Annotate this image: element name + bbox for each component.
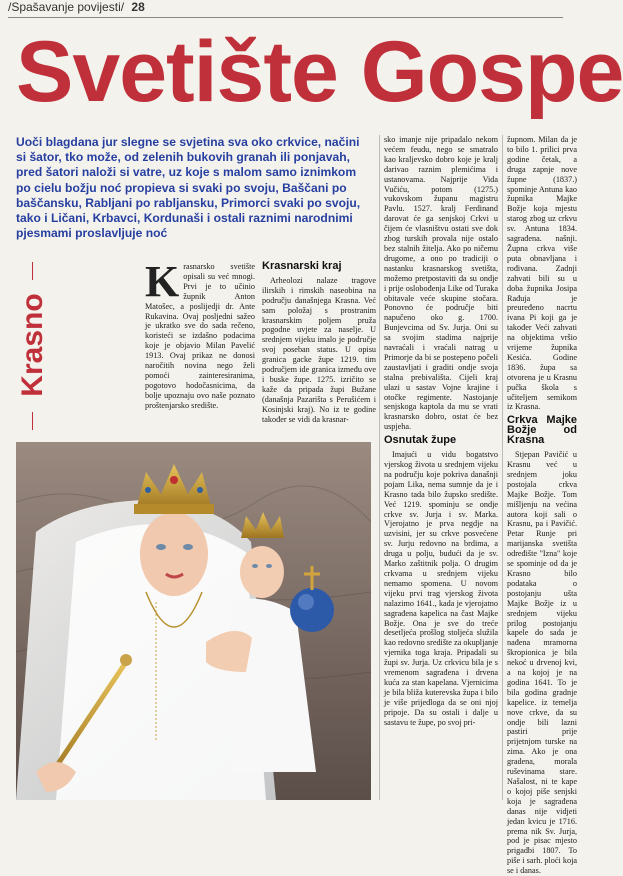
heading-osnutak-zupe: Osnutak župe bbox=[384, 434, 457, 447]
statue-photo bbox=[16, 442, 371, 800]
title-container bbox=[0, 20, 623, 128]
article-column-3 bbox=[384, 135, 498, 727]
madonna-statue-illustration bbox=[16, 442, 371, 800]
column-divider bbox=[502, 135, 503, 800]
vertical-rule-bottom bbox=[32, 412, 33, 430]
lead-paragraph: Uoči blagdana jur slegne se svjetina sva oko crkvice, načini si šator, tko može, od zelenih bukovih granah ili ponjavah, pred šatori naloži si vatre, uz koje s malom samo iznimkom po cielu božju noć propieva si svaki po svoju, Baščani po baščansku, Rabljani po rabljansku, Primorci svaki po svoju, tako i Ličani, Krbavci, Kordunaši i ostali raznimi narodnimi pjesmami proslavljuje noć bbox=[16, 135, 361, 241]
heading-crkva-majke-bozje: Crkva Majke Božje od Krasna bbox=[507, 414, 577, 447]
column-2-text: Arheolozi nalaze tragove ilirskih i rimskih naseobina na području današnjega Krasna. Već sam položaj s prostranim krasnarskim poljem pruža pogodne uvjete za naselje. U srednjem vijeku imalo je područje svoj poseban status. U opisu granica gacke župe 1219. tim područjem ide granica između ove i buske župe. 1275. izričito se kaže da pripada župi Bužane (današnja Pazarišta s Perušićem i Kosinjski kraj). No iz te godine također se vidi da krasnar- bbox=[262, 275, 376, 424]
section-name: /Spašavanje povijesti/ bbox=[8, 0, 125, 14]
heading-krasnarski-kraj: Krasnarski kraj bbox=[262, 260, 342, 272]
article-column-1 bbox=[145, 257, 255, 411]
column-divider bbox=[379, 135, 380, 800]
vertical-section-label bbox=[8, 262, 58, 422]
column-3-text-bottom: Imajući u vidu bogatstvo vjerskog života u srednjem vijeku na području koje pokriva današnji pojam Lika, nema sumnje da je i Krasno tada bilo župsko središte. Već 1219. spominju se ondje crkve sv. Jurja i sv. Marka. Vjerojatno je prva negdje na uzvisini, jer su crkve posvećene sv. Jurju redovno na brdima, a druga u polju, budući da je sv. Marko zaštitnik polja. O drugim crkvama u srednjem vijeku nemamo spomena. U novom vijeku prvi trag vjerskog života nalazimo 1641., kada je vjerojatno sagrađena kapelica na čast Majke Božje. Ona je sve do treće desetljeća prošlog stoljeća služila kao redovno središte za okupljanje vjernika toga kraja. Pripadali su župi sv. Jurja. Uz crkvicu bila je s vremenom sagrađena i drvena kuća za stan kapelana. Vjernicima je bila bliža kuterevska župa i bilo je više prijedloga da se oni njoj pripoje. Da su ostali i dalje u sastavu te župe, po svoj pri- bbox=[384, 450, 498, 727]
page-title: Svetište Gospe bbox=[16, 24, 623, 120]
column-3-text-top: sko imanje nije pripadalo nekom većem feudu, nego se smatralo kao kraljevsko dobro koje je kralj darivao raznim plemićima i ustanovama. Najprije Vida Vučiću, potom (1275.) vukovskom županu magistru Pavlu. 1527. kralj Ferdinand darovat će ga senjskoj Crkvi u čijem će vlasništvu ostati sve dok zbog turskih provala nije ostalo bez stalnih žitelja. Ako po ničemu drugome, a ono po tradiciji o nastanku krasnarskog svetišta, možemo pretpostaviti da su ondje i prije oslobođenja Like od Turaka obitavale veće skupine stočara. Ponovno će područje biti napučeno oko g. 1700. Bunjevcima od Sv. Jurja. Oni su sa svojim stadima najprije navraćali i vraćali natrag u Primorje da bi se postepeno počeli zaustavljati i graditi ondje svoja stalna prebivališta. Cijeli kraj ulazi u sastav Vojne krajine i otočke regimente. Nastojanje senjskoga kaptola da mu se vrati krasnarsko dobro, ostat će bez uspjeha. bbox=[384, 135, 498, 432]
column-1-text: rasnarsko svetište opisali su već mnogi. Prvi je to učinio župnik Anton Matošec, a poslijedji dr. Ante Rukavina. Ovaj posljedni sažeo je ukratko sve do sada rečeno, koristeći se izdašno podacima koje je objavio Milan Pavelić 1913. Ovaj prikaz ne donosi naročitih novina nego želi pomoći zainteresiranima, pogotovo hodočasnicima, da bolje upoznaju ovo naše poznato proštenjarsko središte. bbox=[145, 262, 255, 410]
article-column-2 bbox=[262, 262, 376, 425]
column-4-text-bottom: Stjepan Pavičić u Krasnu već u srednjem joku postojala crkva Majke Božje. Tom mišljenju na većina autora koji sali o Krasnu, pa i Pavičić. Petar Runje pri marijanska svetišta određište "Izna" koje se spominje od da je Krasno bilo podataka o postojanju ušta Majke Božje iz u srednjem vijeku prilog postojanju kapele do sada je nađena mramorna škropionica je bila nekoć u drvenoj kvi, a na kojoj je na godina 1641. To je bila godina gradnje kapelice. iz temelja nove crkve, da su ondje bili lazni pastiri prije prijetnjom turske na zima. Ako je ona gradena, morala ruševinama stare. Našalost, ni te kape o kojoj piše senjski koja je sagrađena danas nije vidjeti jedan kvicu je 1716. prema nik Sv. Jurja, pod je pisac mjesto prigadbi 1807. To piše i sarh. ploći koja se i danas. bbox=[507, 450, 577, 876]
section-header bbox=[8, 0, 145, 14]
vertical-rule-top bbox=[32, 262, 33, 280]
vertical-word: Krasno bbox=[16, 293, 49, 397]
article-column-4 bbox=[507, 135, 577, 876]
header-rule bbox=[8, 17, 563, 18]
column-4-text-top: župnom. Milan da je to bilo 1. prilici prva godine četak, a druga zapnje nove župne (1837.) spominje Antuna kao župnika Majke Božje koja mjestu starog zbog uz crkvu sv. Antuna 1834. sagrađena. našnji. Župna crkva više puta obnavljana i rođivana. Zadnji zahvati bili su u doba župnika Josipa Rađuja je preuređeno nacrtu ivana Pi koji ga je također Veći zahvati na objektima vršio vrijeme župnika Kesića. Godine 1836. župa sa otvorena je u Krasnu pučka škola s učiteljem semikom iz Krasna. bbox=[507, 135, 577, 412]
page-number: 28 bbox=[131, 0, 145, 14]
drop-cap: K bbox=[145, 257, 180, 306]
